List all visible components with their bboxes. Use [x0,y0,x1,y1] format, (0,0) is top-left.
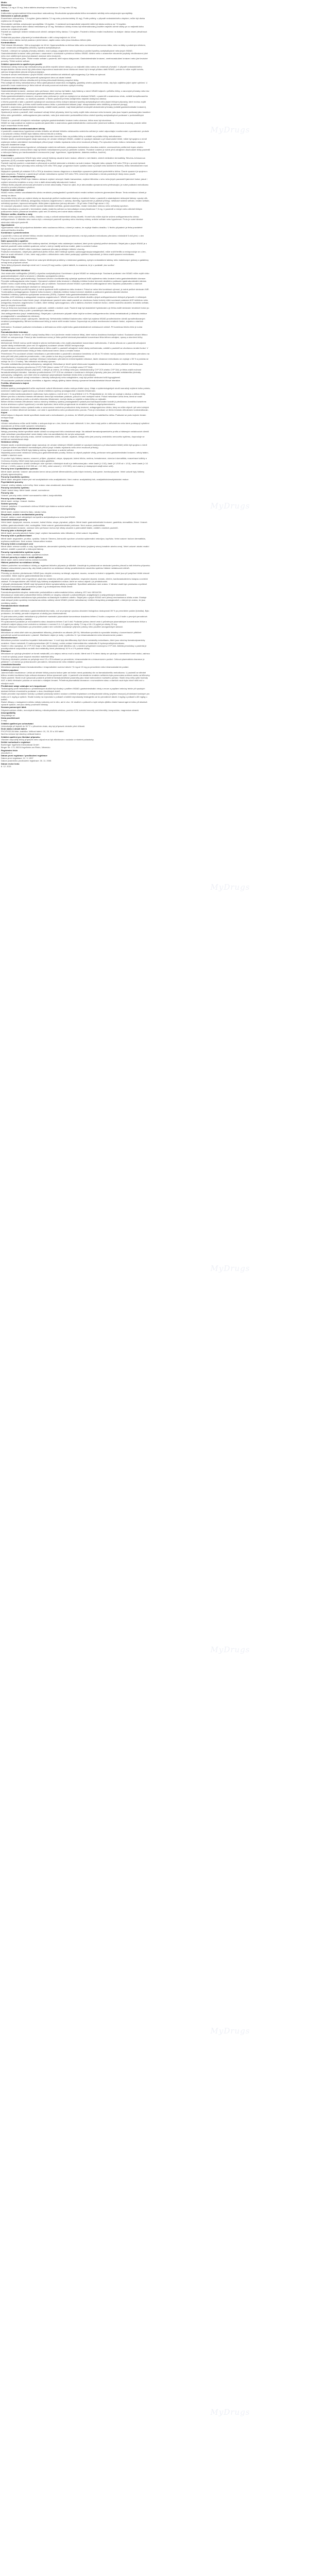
paragraph: Na konci těhotenství mohou vystavit matku a novorozence možnému prodloužení doby krvácení, antiagregačnímu účinku, který se může objevit i při velmi nízkých dávkách, a inhibici děložních kontrakcí, což vede k opožděnému nebo prodlouženému porodu. Proto je meloxikam ve třetím trimestru těhotenství kontraindikován. [1,405,149,411]
paragraph: Kortikosteroidy (např. glukokortikoidy): Současné užívání s kortikosteroidy vyžaduje opatrnost kvůli zvýšenému riziku krvácení nebo gastrointestinální ulcerace. [1,277,146,280]
section-heading: Farmakodynamické interakce [1,269,30,272]
paragraph: Nežádoucí účinky mohou být minimalizovány použitím nejnižší účinné dávky po co nejkratší dobu nutnou ke zvládnutí příznaků. V případě nedostatečného terapeutického účinku nesmí být překročena doporučená maximální denní dávka ani nesmí být k terapii přidáno další NSAID, protože to může zvýšit toxicitu, zatímco terapeutická výhoda nebyla prokázána. [1,65,144,74]
paragraph: Méně časté: angioedém, pruritus, vyrážka. Vzácné: Stevens-Johnsonův syndrom a toxická epidermální nekrolýza, kopřivka. Velmi vzácné: bulózní dermatitida, erythema multiforme. Není známo: fotosenzitivní reakce. [1,537,146,543]
paragraph: NSAID mohou inhibicí vazodilatačního účinku renálních prostaglandinů vyvolat funkční renální selhání snížením glomerulární filtrace. Tento nežádoucí účinek je závislý na dávce. [1,191,147,197]
paragraph: Jiná antihypertenziva (např. betablokátory): Stejně jako v předchozím případě může dojít ke snížení antihypertenzního účinku betablokátorů (v důsledku inhibice prostaglandinů s vazodilatačním účinkem). [1,312,147,317]
section-heading: Druh obalu a obsah balení [1,727,27,731]
watermark: MyDrugs [210,2408,250,2417]
paragraph: Tento léčivý přípravek obsahuje méně než 1 mmol (23 mg) sodíku v jedné tabletě, to znamená, že je v podstatě „bez sodíku“. [1,263,115,266]
paragraph: V souvislosti s léčbou NSAID byly hlášeny edémy, hypertenze a srdeční selhání. [1,448,75,451]
paragraph: Tablety 7,5 mg a 15 mg: Jedna tableta obsahuje meloxicamum 7,5 mg nebo 15 mg. [1,6,77,9]
section-heading: Poruchy krve a lymfatického systému [1,467,38,470]
paragraph: Deferasirox: Současné podávání meloxikamu a deferasiroxu může zvýšit riziko gastrointestinálních nežádoucích účinků. Při kombinaci těchto léčiv je nutná opatrnost. [1,325,143,331]
section-heading: Kontraindikace [1,41,16,44]
paragraph: 8. 12. 2021 [1,765,12,768]
paragraph: Toxikologický profil meloxikamu v předklinických studiích byl shodný s profilem NSAID: gastrointestinální vředy a eroze a papilární nekrózy ledvin při vysokých dávkách během chronického podávání u dvou živočišných druhů. [1,687,145,693]
paragraph: Perorální antikoagulancia nebo heparin: Významně zvýšené riziko krvácení v důsledku inhibice funkce krevních destiček a poškození gastroduodenální sliznice. NSAID mohou zvýšit účinky antikoagulancií, jako je warfarin. Současné užívání NSAID a perorálních antikoagulancií nebo heparinu podávaného u starších pacientů nebo v terapeutických dávkách se nedoporučuje. [1,280,147,288]
section-heading: Těhotenství [1,384,13,387]
paragraph: Krátkodobá symptomatická léčba exacerbací osteoartrózy. Dlouhodobá symptomatická léčba revmatoidní artritidy nebo ankylozující spondylitidy. [1,11,133,14]
paragraph: Rozsah absorpce meloxikamu po perorálním podání není ovlivněn současným příjmem potravy nebo použitím anorganických antacid. [1,625,123,629]
paragraph: Vzácné: astma u osob alergických na kyselinu acetylsalicylovou nebo jiná NSAID. [1,516,76,518]
paragraph: Neuplatňuje se. [1,714,15,717]
section-heading: Interakce [1,266,10,269]
paragraph: U rizikových pacientů se doporučuje klinické monitorování krevního tlaku na počátku léčby a zvláště na počátku léčby meloxikamem. [1,135,122,138]
paragraph: Maximální doporučená denní dávka meloxikamu je 15 mg. Nežádoucí účinky mohou být minimalizovány použitím nejnižší účinné dávky po co nejkratší dobu nutnou ke zvládnutí příznaků. [1,25,144,31]
paragraph: Cholestyramin: Cholestyramin urychluje eliminaci meloxikamu přerušením enterohepatální cirkulace, takže clearance meloxikamu se zvyšuje o 50 % a poločas se snižuje na 13 ± 3 hodiny. Tato interakce má klinický význam. [1,358,149,363]
watermark: MyDrugs [210,125,250,134]
paragraph: Celková denní dávka má být podána v jedné dávce, zapitá vodou nebo jinou tekutinou během jídla. [1,38,92,41]
paragraph: Těžká porucha funkce jater. Těžké renální selhání u pacientů, kteří nejsou dialyzováni. Gastrointestinální krvácení, cerebrovaskulární krvácení nebo jiné krvácivé poruchy. Těžké srdeční selhání. [1,57,148,63]
paragraph: Studie perorální reprodukční toxicity u potkanů prokázaly snížení ovulace a inhibici implantace a embryotoxické účinky (zvýšení resorpcí) při dávkách toxických pro matku od 1 mg/kg a vyšších. Studie toxicity na reprodukci u potkanů a králíků neprokázaly teratogenitu až do perorálních dávek 4 mg/kg u potkanů a 80 mg/kg u králíků. [1,692,150,701]
paragraph: Během prvního a druhého trimestru těhotenství nemá být meloxikam podáván, pokud to není nezbytně nutné. Pokud meloxikam užívá žena, která se snaží otěhotnět, nebo během prvního a druhého trimestru těhotenství, má být dávka co nejnižší a doba léčby co nejkratší. [1,395,143,401]
paragraph: Datum posledního prodloužení registrace: 26. 11. 2008 [1,759,52,762]
paragraph: Jiná nesteroidní antiflogistika (NSAID) a kyselina acetylsalicylová: Kombinace s jinými NSAID se nedoporučuje. Současné podávání více NSAID může zvýšit riziko gastrointestinálních vředů a krvácení v důsledku synergického účinku. [1,272,149,277]
paragraph: Gastrointestinální krvácení nebo perforace v anamnéze v souvislosti s předchozí léčbou NSAID. Aktivní nebo v anamnéze rekurentní peptický vřed/krvácení (dvě nebo více oddělených epizod prokázané ulcerace nebo krvácení). [1,52,148,58]
section-heading: Inkompatibility [1,711,16,714]
paragraph: Protizánětlivá aktivita meloxikamu byla prokázána na klasických modelech zánětu. Stejně jako u jiných NSAID není přesný mechanismus účinku znám. Existuje však alespoň jeden společný mechanismus účinku sdílený všemi NSAID (včetně meloxikamu): inhibice biosyntézy prostaglandinů, o kterých je známo, že jsou mediátory zánětu. [1,596,147,604]
paragraph: Není známo: ženská neplodnost, opožděná ovulace. [1,553,49,556]
section-heading: Linearita/nelinearita [1,663,21,666]
section-heading: Poruchy jater a žlučových cest [1,529,31,532]
section-heading: Další upozornění a opatření [1,240,28,243]
paragraph: Ačkoli nejsou k dispozici žádné specifické zkušenosti s meloxikamem, je známo, že NSAID přecházejí do mateřského mléka. Podávání se proto kojícím ženám nedoporučuje. [1,414,146,419]
section-heading: Kardiovaskulární a cerebrovaskulární účinky [1,127,45,130]
section-heading: Distribuce [1,628,11,631]
section-heading: Poruchy nervového systému [1,486,29,489]
paragraph: NSAID se mají podávat se zvýšenou opatrností pacientům s anamnézou gastrointestinálního onemocnění (ulcerózní kolitida, Crohnova choroba), protože může dojít k exacerbaci těchto stavů. [1,122,147,127]
paragraph: Starší pacienti: Starší muži vykazovali podobné průměrné farmakokinetické parametry jako mladí dobrovolníci mužského pohlaví. Starší ženy měly vyšší hodnoty AUC a delší eliminační poločas ve srovnání s mladými ženami. Průměrná plazmatická clearance v rovnovážném stavu u starších osob byla mírně nižší než u mladých osob. [1,676,148,685]
section-heading: Datum revize textu [1,762,20,765]
section-heading: Farmakokinetické vlastnosti [1,604,29,607]
paragraph: Diuretika, ACE inhibitory a antagonisté receptoru angiotenzinu II: NSAID mohou snížit účinek diuretik a jiných antihypertenzních léčivých přípravků. U některých pacientů se zhoršenou funkcí ledvin (např. dehydratovaní pacienti nebo starší pacienti se zhoršenou funkcí ledvin) může současné podávání ACE inhibitoru nebo antagonisty receptoru angiotenzinu II a látek, které inhibují cyklooxygenázu, vést k dalšímu zhoršení renálních funkcí, včetně možného akutního renálního selhání, které je obvykle reverzibilní. [1,296,149,307]
paragraph: Při současném podávání léčivých přípravků, o kterých je známo, že inhibují nebo jsou metabolizovány CYP 2C9 a/nebo CYP 3A4, je třeba zvážit možnost farmakokinetických interakcí. Interakce prostřednictvím CYP 2C9 lze očekávat v kombinaci s léčivými přípravky, jako jsou perorální antidiabetika (deriváty sulfonylurey, nateglinid), což může vést ke zvýšeným plazmatickým hladinám těchto léčiv a meloxikamu. [1,368,142,377]
paragraph: Stejně jako ostatní NSAID může meloxikam maskovat příznaky probíhající infekční choroby. [1,247,85,250]
paragraph: Meloxikam není vhodný k léčbě pacientů vyžadujících úlevu od akutní bolesti. [1,76,72,79]
section-heading: Absorpce [1,606,11,609]
section-heading: Předklinické údaje vztahující se k bezpečnosti [1,684,46,687]
section-heading: Datum první registrace / prodloužení registrace [1,754,47,757]
paragraph: Jaterní/renální insuficience: Lehká až středně těžká porucha funkce jater ani ledvin nemá podstatný vliv na farmakokinetiku meloxikamu. U pacientů se středně těžkou renální insuficiencí byla celková clearance léčiva významně vyšší. U pacientů s terminálním renálním selháním byla pozorována snížená vazba na bílkoviny. [1,671,150,676]
watermark: MyDrugs [210,501,250,511]
paragraph: Selektivní inhibitory zpětného vychytávání serotoninu (SSRI): Zvýšené riziko gastrointestinálního krvácení. [1,293,98,296]
paragraph: U pacientů s anamnézou hypertenze a/nebo lehkého až středně těžkého městnavého srdečního selhání je nutné odpovídající monitorování a poradenství, protože v souvislosti s léčbou NSAID byla hlášena retence tekutin a edémy. [1,129,149,135]
section-heading: Gastrointestinální účinky [1,87,26,90]
paragraph: Nejčastěji pozorované nežádoucí účinky jsou gastrointestinální povahy. Mohou se objevit peptické vředy, perforace nebo gastrointestinální krvácení, někdy fatální, zvláště u starších osob. [1,451,149,457]
watermark: MyDrugs [210,2026,250,2036]
paragraph: Nežádoucí účinky jsou často hůře snášeny staršími, křehkými nebo oslabenými osobami, které proto vyžadují pečlivé sledování. Stejně jako u jiných NSAID je u starších pacientů nutná zvláštní opatrnost, neboť u nich je častěji snížena renální, jaterní a srdeční funkce. [1,242,147,248]
section-heading: Zvláštní populace [1,668,19,671]
paragraph: Meloxikam se velmi silně váže na plazmatické bílkoviny, především na albumin (99 %). Meloxikam proniká do synoviální tekutiny v koncentracích přibližně polovičních oproti koncentracím v plazmě. Distribuční objem je nízký, v průměru 11 l po intramuskulárním nebo intravenózním podání. [1,631,142,636]
section-heading: Registrační číslo [1,749,18,752]
section-heading: Seznam pomocných látek [1,706,26,709]
paragraph: Méně časté: vertigo. Vzácné: tinnitus. [1,499,36,502]
paragraph: Méně časté: anemie. Vzácné: abnormální krevní obraz (včetně diferenciálního počtu bílých krvinek), leukopenie, trombocytopenie. Velmi vzácně byly hlášeny případy agranulocytózy. [1,470,145,476]
paragraph: Gastrointestinální krvácení, ulcerace nebo perforace mohou být někdy závažné a potenciálně fatální, zvláště u starších pacientů. [1,526,118,529]
paragraph: Uchovávejte při teplotě do 30 °C v původním obalu, aby byl přípravek chráněn před vlhkostí. [1,724,85,727]
section-heading: Retence sodíku, draslíku a vody [1,213,32,216]
paragraph: Pacienti se zvýšeným rizikem nežádoucích účinků: zahájení léčby dávkou 7,5 mg/den. Pacienti s těžkou renální insuficiencí na dialýze: dávka nesmí přesáhnout 7,5 mg/den. [1,30,147,36]
paragraph: Méně časté: zvýšení krevního tlaku, návaly horka. [1,510,47,513]
section-heading: Psychiatrické poruchy [1,481,23,484]
paragraph: Časté: bolest hlavy. Méně časté: závrať, somnolence. [1,488,50,492]
paragraph: Při současném podávání antacid, cimetidinu a digoxinu nebyly zjištěny žádné klinicky významné farmakokinetické lékové interakce. [1,379,121,382]
paragraph: Farmakoterapeutická skupina: nesteroidní protizánětlivá a antirevmatická léčiva, oxikamy. ATC kód: M01AC06. [1,590,102,594]
paragraph: Méně časté: poruchy jaterních funkcí (např. zvýšení transamináz nebo bilirubinu). Velmi vzácné: hepatitida. [1,532,99,535]
section-heading: Poruchy reprodukčního systému a prsu [1,550,40,553]
section-heading: Farmakodynamické vlastnosti [1,588,31,591]
section-heading: Zvláštní upozornění a opatření pro použití [1,62,42,65]
document-content [1,4,150,768]
paragraph: V ostatních případech použití heparinu je nutná opatrnost kvůli zvýšenému riziku krvácení. Pokud se nelze této kombinaci vyhnout, je nutné pečlivé sledování INR. [1,287,149,291]
section-heading: Eliminace [1,650,11,653]
paragraph: Pacienti, kteří současně užívají meloxikam s deriváty sulfonylurey nebo nateglinidem, mají být pečlivě sledováni kvůli hypoglykemii. [1,376,121,379]
section-heading: Pomocné látky [1,256,16,259]
paragraph: Nebyly provedeny žádné specifické studie účinků na schopnost řídit a obsluhovat stroje. Na základě farmakodynamického profilu a hlášených nežádoucích účinků však meloxikam pravděpodobně nemá žádný nebo má zanedbatelný vliv na tyto schopnosti. [1,430,149,435]
paragraph: Inhibitory kalcineurinu (např. cyklosporin, takrolimus): Nefrotoxicita inhibitorů kalcineurinu může být zvýšena NSAID prostřednictvím účinků zprostředkovaných renálními prostaglandiny. Během kombinované léčby je nutné měřit renální funkce. Doporučuje se pečlivé monitorování renálních funkcí, zejména u starších pacientů. [1,317,145,326]
paragraph: Meloxikam prochází rozsáhlou hepatální biotransformací. V moči byly identifikovány čtyři různé metabolity meloxikamu, které jsou všechny farmakodynamicky neaktivní. Hlavní metabolit, 5'-karboxymeloxikam (60 % dávky), vzniká oxidací intermediárního metabolitu 5'-hydroxymethylmeloxikamu. [1,639,145,645]
paragraph: Boehringer Ingelheim International GmbH [1,743,39,747]
section-heading: Funkční renální selhání [1,189,24,192]
paragraph: PVC/PVDC/Al blistr, krabička. Velikost balení: 10, 20, 30 a 100 tablet. [1,730,64,733]
paragraph: Po podání byly hlášeny nauzea, zvracení, průjem, plynatost, zácpa, dyspepsie, bolest břicha, meléna, hematemeze, ulcerózní stomatitida, exacerbace kolitidy a Crohnovy choroby. Méně často byla pozorována gastritida. [1,456,147,462]
section-heading: Nežádoucí účinky [1,440,19,444]
paragraph: Meloxikam se vylučuje převážně ve formě metabolitů, a to stejnou měrou močí a stolicí. Méně než 5 % denní dávky se vylučuje v nezměněné formě stolicí, zatímco v moči se vylučují pouze stopová množství mateřské látky. [1,652,150,658]
section-heading: Zvláštní opatření pro uchovávání [1,722,33,725]
section-heading: Kožní reakce [1,154,14,157]
paragraph: Meloxikam se dobře vstřebává z gastrointestinálního traktu, což se projevuje vysokou absolutní biologickou dostupností 89 % po perorálním podání (tobolka). Bylo prokázáno, že tablety, perorální suspenze a tobolky jsou bioekvivalentní. [1,609,149,615]
document-title: Mobic [1,1,7,4]
paragraph: Frekvence nežádoucích účinků uvedených níže vychází z klinických studií a je definována jako: velmi časté (≥ 1/10), časté (≥ 1/100 až < 1/10), méně časté (≥ 1/1 000 až < 1/100), vzácné (≥ 1/10 000 až < 1/1 000), velmi vzácné (< 1/10 000), není známo (z dostupných údajů nelze určit). [1,462,148,468]
section-heading: Kombinace s pemetrexedem [1,231,29,234]
section-heading: Doba použitelnosti [1,717,20,720]
section-heading: Cévní poruchy [1,507,15,511]
paragraph: Pokud se u pacientů užívajících meloxikam vyskytne gastrointestinální krvácení nebo ulcerace, léčba musí být ukončena. [1,118,112,122]
paragraph: Inhibice syntézy prostaglandinů může nepříznivě ovlivnit těhotenství a/nebo embryo-fetální vývoj. Údaje z epidemiologických studií naznačují zvýšené riziko potratu, srdečních malformací a gastroschízy po užívání inhibitoru syntézy prostaglandinů v časném těhotenství. [1,387,150,393]
paragraph: Hyperkalemie může být podpořena diabetem nebo současnou léčbou, o které je známo, že zvyšuje hladinu draslíku. V těchto případech je třeba pravidelně sledovat hladinu draslíku. [1,226,143,232]
section-heading: Držitel rozhodnutí o registraci [1,741,30,744]
watermark: MyDrugs [210,883,250,892]
paragraph: Perorální antidiabetika (deriváty sulfonylurey, nateglinid): Meloxikam je téměř úplně eliminován hepatálním metabolismem, z něhož přibližně dvě třetiny jsou zprostředkovány enzymy cytochromu (CYP) P450 (hlavní cesta CYP 2C9 a vedlejší cesta CYP 3A4). [1,363,143,368]
paragraph: Nejlepších výsledků při zvládání SJS a TEN je dosaženo časnou diagnózou a okamžitým vysazením jakéhokoli podezřelého léčiva. Časné vysazení je spojeno s lepší prognózou. Pokud se u pacienta při užívání meloxikamu vyvinul SJS nebo TEN, nesmí být meloxikam u tohoto pacienta již nikdy znovu použit. [1,170,148,175]
paragraph: Příznaky po akutním předávkování NSAID jsou obvykle omezeny na letargii, ospalost, nauzeu, zvracení a bolest v epigastriu, které jsou při podpůrné léčbě obecně reverzibilní. Může dojít ke gastrointestinálnímu krvácení. [1,572,150,578]
section-heading: Poruchy kůže a podkožní tkáně [1,534,32,537]
paragraph: Před zahájením léčby meloxikamem je třeba zjistit jakoukoli anamnézu ezofagitidy, gastritidy a/nebo peptického vředu, aby bylo zajištěno jejich úplné vyléčení. U pacientů s touto anamnézou je třeba rutinně věnovat pozornost možnému výskytu recidivy. [1,81,148,87]
paragraph: Pacienti s nekontrolovanou hypertenzí, městnavým srdečním selháním, prokázanou ischemickou chorobou srdeční, onemocněním periferních tepen a/nebo cerebrovaskulárním onemocněním mají být léčeni meloxikamem pouze po pečlivém zvážení. Podobné zvážení je nutné před zahájením dlouhodobé léčby pacientů s rizikovými faktory pro kardiovaskulární onemocnění (např. hypertenze, hyperlipidemie, diabetes mellitus, kouření). [1,145,150,154]
section-heading: Jaterní a renální funkční parametry [1,175,36,178]
section-heading: Celkové poruchy a reakce v místě aplikace [1,556,43,559]
section-heading: Gastrointestinální poruchy [1,518,27,521]
section-heading: Biotransformace [1,636,18,639]
paragraph: Riziko interakce mezi NSAID a methotrexátem je třeba zvážit i u pacientů užívajících nízké dávky methotrexátu, zvláště u pacientů se zhoršenou renální funkcí. V případě nutnosti kombinované léčby je třeba monitorovat krevní obraz a renální funkce. [1,347,148,352]
paragraph: Stejně jako u většiny NSAID bylo hlášeno občasné zvýšení sérových hladin transamináz, zvýšení bilirubinu v séru nebo jiných parametrů jaterních funkcí, jakož i zvýšení sérového kreatininu a urey v krvi a další abnormality laboratorních hodnot. [1,178,147,183]
paragraph: V případě předávkování NSAID mají být pacienti léčeni symptomaticky a podpůrně. Specifické antidotum není známo. V klinické studii bylo prokázáno zrychlené odstranění meloxikamu po perorálním podání 4 g cholestyraminu třikrát denně. [1,583,147,588]
section-heading: Dávkování a způsob podání [1,14,28,18]
paragraph: V souvislosti s podáváním NSAID byly velmi vzácně hlášeny závažné kožní reakce, některé z nich fatální, včetně exfoliativní dermatitidy, Stevens-Johnsonova syndromu (SJS) a toxické epidermální nekrolýzy (TEN). [1,156,145,162]
section-heading: Účinky na schopnost řídit a obsluhovat stroje [1,427,46,430]
paragraph: Při opakovaném podávání je rovnovážného stavu dosaženo během 3 až 5 dnů. Podávání jednou denně vede k průměrným plazmatickým koncentracím léčiva s relativně malými výkyvy mezi vrcholem a minimem v rozmezí 0,4–1,0 µg/ml pro dávky 7,5 mg a 0,8–2,0 µg/ml pro dávky 15 mg. [1,620,147,626]
paragraph: Po jednorázovém podání meloxikamu je průměrné maximální plazmatické koncentrace dosaženo během 2 hodin u suspenze a 5–6 hodin u pevných perorálních lékových forem (tobolky a tablety). [1,615,147,620]
paragraph: Méně časté: alergické reakce jiné než anafylaktické nebo anafylaktoidní. Není známo: anafylaktický šok, anafylaktická/anafylaktoidní reakce. [1,478,129,481]
section-heading: Fertilita, těhotenství a kojení [1,381,29,384]
paragraph: Během třetího trimestru těhotenství mohou všechny inhibitory syntézy prostaglandinů vystavit plod kardiopulmonální toxicitě (s předčasnou konstrikcí/uzávěrem ductus arteriosus a plicní hypertenzí) a renální dysfunkci, která může progredovat do renálního selhání s oligohydramnionem. [1,400,147,406]
paragraph: Závažná otrava může vést k hypertenzi, akutnímu renálnímu selhání, jaterní dysfunkci, respirační depresi, kómatu, křečím, kardiovaskulárnímu kolapsu a srdeční zástavě. Po terapeutickém užití NSAID byly hlášeny anafylaktoidní reakce, které se mohou objevit i po předávkování. [1,577,148,583]
paragraph: Podávání meloxikamu, stejně jako jakéhokoli jiného léčiva, které inhibuje syntézu cyklooxygenázy/prostaglandinů, může snížit fertilitu a nedoporučuje se u žen, které se snaží otěhotnět. U žen, které mají potíže s otěhotněním nebo které podstupují vyšetření neplodnosti, je třeba zvážit vysazení meloxikamu. [1,250,146,256]
paragraph: Při absenci zlepšení během několika dnů je třeba přehodnotit klinický prospěch léčby. [1,78,79,81]
paragraph: Meloxikam vykazuje lineární farmakokinetiku v terapeutickém rozmezí dávek 7,5 mg až 15 mg po perorálním nebo intramuskulárním podání. [1,666,129,669]
paragraph: Proto je třeba tuto kombinaci podávat s opatrností, zvláště u starších osob. Pacienti mají být dostatečně hydratováni a je třeba zvážit sledování renálních funkcí po zahájení současné léčby a poté v pravidelných intervalech. [1,307,149,312]
paragraph: Methotrexát: NSAID mohou snížit tubulární sekreci methotrexátu a tím zvýšit plazmatické koncentrace methotrexátu. Z tohoto důvodu se u pacientů užívajících vysoké dávky methotrexátu (více než 15 mg/týden) současné užívání NSAID nedoporučuje. [1,341,146,347]
paragraph: Absolutní riziko kardiovaskulárních malformací bylo zvýšeno z méně než 1 % na přibližně 1,5 %. Předpokládá se, že riziko se zvyšuje s dávkou a délkou léčby. [1,392,146,395]
paragraph: NSAID mohou vyvolat retenci sodíku, draslíku a vody a ovlivnit natriuretické účinky diuretik. Kromě toho může dojít ke snížení antihypertenzního účinku antihypertenziv. V důsledku toho mohou být u vnímavých pacientů vyvolány nebo zhoršeny edémy, srdeční selhání nebo hypertenze. Proto je nutné klinické sledování rizikových pacientů. [1,215,143,224]
paragraph: Trombolytika a antiagregancia: Zvýšené riziko krvácení v důsledku inhibice funkce krevních destiček a poškození gastroduodenální sliznice. [1,290,129,293]
paragraph: Opatrnost je nutná u pacientů, kteří současně užívají léčivé přípravky, které by mohly zvýšit riziko ulcerace nebo krvácení, jako jsou heparin podávaný jako kurativní léčba nebo geriatrikům, antikoagulancia jako warfarin, nebo jiná nesteroidní protizánětlivá léčiva včetně kyseliny acetylsalicylové podávané v protizánětlivých dávkách. [1,111,150,119]
paragraph: Žádné důkazy o mutagenním účinku nebyly nalezeny ani in vitro, ani in vivo. Ve studiích u potkanů a myší nebylo zjištěno žádné kancerogenní riziko při dávkách výrazně vyšších, než jsou dávky používané klinicky. [1,701,147,706]
section-heading: Poruchy ucha a labyrintu [1,497,26,500]
section-heading: Hlášení podezření na nežádoucí účinky [1,561,40,564]
paragraph: Ve vzácných případech mohou NSAID vyvolat intersticiální nefritidu, glomerulonefritidu, renální medulární nekrózu nebo nefrotický syndrom. [1,205,129,208]
section-heading: Poruchy imunitního systému [1,475,29,478]
paragraph: U těchto pacientů a také u pacientů vyžadujících současnou léčbu nízkými dávkami kyseliny acetylsalicylové nebo jinými léčivými přípravky, které mohou zvýšit gastrointestinální riziko, je třeba zvážit kombinovanou léčbu s protektivními látkami (např. misoprostolem nebo inhibitory protonové pumpy). [1,100,146,106]
paragraph: Vzácné: palpitace. V souvislosti s léčbou NSAID bylo hlášeno srdeční selhání. [1,505,73,508]
paragraph: Pacienti mají být poučeni o známkách a příznacích a pečlivě sledováni s ohledem na kožní reakce. Nejvyšší riziko výskytu SJS nebo TEN je v prvních týdnech léčby. Pokud se objeví příznaky nebo známky SJS nebo TEN (např. progresivní kožní vyrážka často s puchýři nebo slizničními lézemi), léčba meloxikamem musí být ukončena. [1,162,148,170]
paragraph: Exacerbace osteoartrózy: 7,5 mg/den (jedna tableta 7,5 mg nebo polovina tablety 15 mg). Podle potřeby, v případě nedostatečného zlepšení, může být dávka zvýšena na 15 mg/den. [1,17,145,23]
paragraph: Vzácné: poruchy zraku včetně rozmazaného vidění, konjunktivitida. [1,494,63,497]
paragraph: Průměrný eliminační poločas se pohybuje mezi 13 a 25 hodinami po perorálním, intramuskulárním a intravenózním podání. Celková plazmatická clearance je přibližně 7–12 ml/min po jednorázovém perorálním, intravenózním nebo rektálním podání. [1,657,145,663]
paragraph: Pacienti, u kterých se vyskytly příznaky astmatu, nosní polypy, angioedém nebo kopřivka po podání kyseliny acetylsalicylové nebo jiných NSAID. [1,49,133,52]
section-heading: Meloxicam [1,4,12,7]
paragraph: Pokud se však objeví poruchy zraku, včetně rozmazaného vidění, závratě, ospalost, vertigo nebo jiné poruchy centrálního nervového systému, doporučuje se neřídit ani neobsluhovat stroje. [1,435,145,441]
paragraph: Gastrointestinální krvácení, ulcerace nebo perforace, které mohou být fatální, byly hlášeny u všech NSAID kdykoli v průběhu léčby, s varovnými příznaky nebo bez nich nebo bez předchozích závažných gastrointestinálních příhod v anamnéze. [1,89,149,95]
paragraph: Současné užívání meloxikamu s jinými NSAID včetně selektivních inhibitorů cyklooxygenázy-2 je třeba se vyhnout. [1,73,106,76]
paragraph: Hlášení podezření na nežádoucí účinky po registraci léčivého přípravku je důležité. Umožňuje to pokračovat ve sledování poměru přínosů a rizik léčivého přípravku. Žádáme zdravotnické pracovníky, aby hlásili podezření na nežádoucí účinky prostřednictvím národního systému hlášení nežádoucích účinků. [1,564,150,569]
watermark: MyDrugs [210,1645,250,1654]
paragraph: Méně časté: retence sodíku a vody, hyperkalemie, abnormální výsledky testů renálních funkcí (zvýšený sérový kreatinin a/nebo urea). Velmi vzácné: akutní renální selhání, zvláště u pacientů s rizikovými faktory. [1,545,149,551]
section-heading: Kojení [1,411,8,414]
section-heading: Zvláštní opatření pro likvidaci přípravku [1,735,40,738]
section-heading: Poruchy ledvin a močových cest [1,543,33,546]
paragraph: Vzácné: změny nálady, noční můry. Není známo: stav zmatenosti, dezorientace. [1,483,74,486]
paragraph: Pemetrexed: Pro současné užívání meloxikamu s pemetrexedem u pacientů s clearance kreatininu od 45 do 79 ml/min má být podávání meloxikamu přerušeno na dobu pěti dnů před podáním pemetrexedu, v den podání a dva dny po podání pemetrexedu. [1,352,150,358]
paragraph: 3 roky. [1,719,7,722]
paragraph: Třetí trimestr těhotenství. Děti a dospívající do 16 let. Hypersenzitivita na léčivou látku nebo na kteroukoli pomocnou látku, nebo na látky s podobným účinkem, např. nesteroidní antiflogistika (NSAID), kyselina acetylsalicylová. [1,44,146,49]
paragraph: Velmi časté: dyspepsie, nauzea, zvracení, bolest břicha, zácpa, plynatost, průjem. Méně časté: gastrointestinální krvácení, gastritida, stomatitida, říhání. Vzácné: kolitida, gastroduodenální vřed, ezofagitida. Velmi vzácné: gastrointestinální perforace. Není známo: pankreatitida. [1,521,148,527]
section-heading: Hyperkalemie [1,223,15,226]
section-heading: Předávkování [1,569,15,572]
paragraph: Binger Str. 173, 55216 Ingelheim am Rhein, Německo [1,746,50,749]
paragraph: Pacienti s anamnézou gastrointestinální toxicity, zvláště starší pacienti, mají hlásit jakékoli neobvyklé abdominální příznaky (zvláště gastrointestinální krvácení), zejména v počátečních stadiích léčby. [1,105,147,111]
section-heading: Srdeční poruchy [1,502,18,505]
paragraph: Riziko gastrointestinálního krvácení, ulcerace nebo perforace je vyšší se zvyšujícími se dávkami NSAID, u pacientů s anamnézou vředu, zvláště komplikovaného krvácením nebo perforací, a u starších pacientů. U těchto pacientů je třeba zahájit léčbu nejnižší dostupnou dávkou. [1,95,148,100]
paragraph: 29/125/97-C [1,751,13,754]
paragraph: Lithium: Bylo hlášeno, že NSAID zvyšují hladiny lithia v krvi (snížením renální exkrece lithia), které mohou dosáhnout toxických hodnot. Současné užívání lithia a NSAID se nedoporučuje. Pokud je tato kombinace nutná, je třeba pečlivě sledovat plazmatické koncentrace lithia během zahájení, úpravy a ukončení léčby meloxikamem. [1,333,148,342]
section-heading: Fertilita [1,419,9,422]
paragraph: Přípravek obsahuje laktózu. Pacienti se vzácnými dědičnými problémy s intolerancí galaktózy, úplným nedostatkem laktázy nebo malabsorpcí glukózy a galaktózy nemají tento přípravek užívat. [1,258,149,264]
paragraph: Na trhu nemusí být všechny velikosti balení. [1,733,42,736]
paragraph: Pediatrická populace: přípravek je kontraindikován u dětí a dospívajících do 16 let. [1,36,76,39]
paragraph: Méně časté: edém včetně edému dolních končetin. [1,558,48,562]
paragraph: Na počátku léčby nebo po zvýšení dávky se doporučuje pečlivé monitorování diurézy a renálních funkcí u pacientů s následujícími rizikovými faktory: vysoký věk, současná léčba ACE inhibitory, antagonisty receptoru angiotenzinu II, sartany, diuretiky, hypovolemie (z jakékoli příčiny), městnavé srdeční selhání, renální selhání, nefrotický syndrom, lupusová nefropatie, těžká jaterní dysfunkce (sérový albumin < 25 g/l nebo Child-Pugh skóre ≥ 10). [1,196,150,205]
paragraph: Všechen nepoužitý léčivý přípravek nebo odpad musí být zlikvidován v souladu s místními požadavky. [1,738,94,741]
section-heading: Respirační, hrudní a mediastinální poruchy [1,513,44,516]
paragraph: Většina těchto případů zahrnovala přechodné a mírné abnormality. Pokud se zjistí, že je abnormalita významná nebo přetrvávající, je nutné podávání meloxikamu ukončit a provést příslušná vyšetření. [1,183,149,189]
paragraph: Datum první registrace: 12. 3. 1997 [1,757,33,760]
paragraph: Dávka meloxikamu u pacientů v terminálním stadiu renálního selhání na hemodialýze nemá přesáhnout 7,5 mg. U pacientů s mírným nebo středně těžkým poškozením ledvin (clearance kreatininu vyšší než 25 ml/min) není nutné dávku snižovat. [1,207,142,213]
paragraph: U pacientů s mírnou až středně těžkou renální insuficiencí, kteří dostávají pemetrexed, má být podávání meloxikamu přerušeno minimálně 5 dnů před, v den podání a 2 dny po podání pemetrexedu. [1,234,144,240]
paragraph: Dihydrát natrium-citrátu, monohydrát laktózy, mikrokrystalická celulóza, povidon K25, koloidní bezvodý oxid křemičitý, krospovidon, magnesium-stearát. [1,708,139,711]
section-heading: Farmakokinetické interakce [1,330,28,333]
paragraph: Meloxikam je nesteroidní protizánětlivé léčivo (NSAID) ze skupiny oxikamů s protizánětlivými, analgetickými a antipyretickými vlastnostmi. [1,593,127,596]
section-heading: Indikace [1,9,10,12]
paragraph: Užívání meloxikamu může snížit fertilitu a nedoporučuje se u žen, které se snaží otěhotnět. U žen, které mají potíže s otěhotněním nebo které podstupují vyšetření neplodnosti, je třeba zvážit vysazení meloxikamu. [1,421,149,428]
document-body [1,1,150,768]
paragraph: Klinické studie a epidemiologické údaje naznačují, že užívání některých NSAID, zvláště ve vysokých dávkách a při dlouhodobé léčbě, může být spojeno s mírně zvýšeným rizikem arteriálních trombotických příhod (např. infarktu myokardu nebo cévní mozkové příhody). Pro vyloučení tohoto rizika u meloxikamu nejsou k dispozici dostatečné údaje. [1,138,147,146]
paragraph: Revmatoidní artritida, ankylozující spondylitida: 15 mg/den. V závislosti na terapeutické odpovědi může být dávka snížena na 7,5 mg/den. [1,22,127,25]
paragraph: Studie in vitro naznačují, že CYP 2C9 hraje v této metabolické cestě důležitou roli, s menším příspěvkem izoenzymu CYP 3A4. Aktivita peroxidázy u pacienta je pravděpodobně zodpovědná za další dva metabolity, které představují 16 % a 4 % podané dávky. [1,644,147,650]
paragraph: Klinické studie a epidemiologické údaje naznačují, že užívání některých NSAID (zvláště ve vysokých dávkách a při dlouhodobé léčbě) může být spojeno s mírně zvýšeným rizikem arteriálních trombotických příhod (např. infarktu myokardu nebo cévní mozkové příhody). [1,443,147,449]
section-heading: Poruchy oka [1,492,14,495]
watermark: MyDrugs [210,1264,250,1273]
